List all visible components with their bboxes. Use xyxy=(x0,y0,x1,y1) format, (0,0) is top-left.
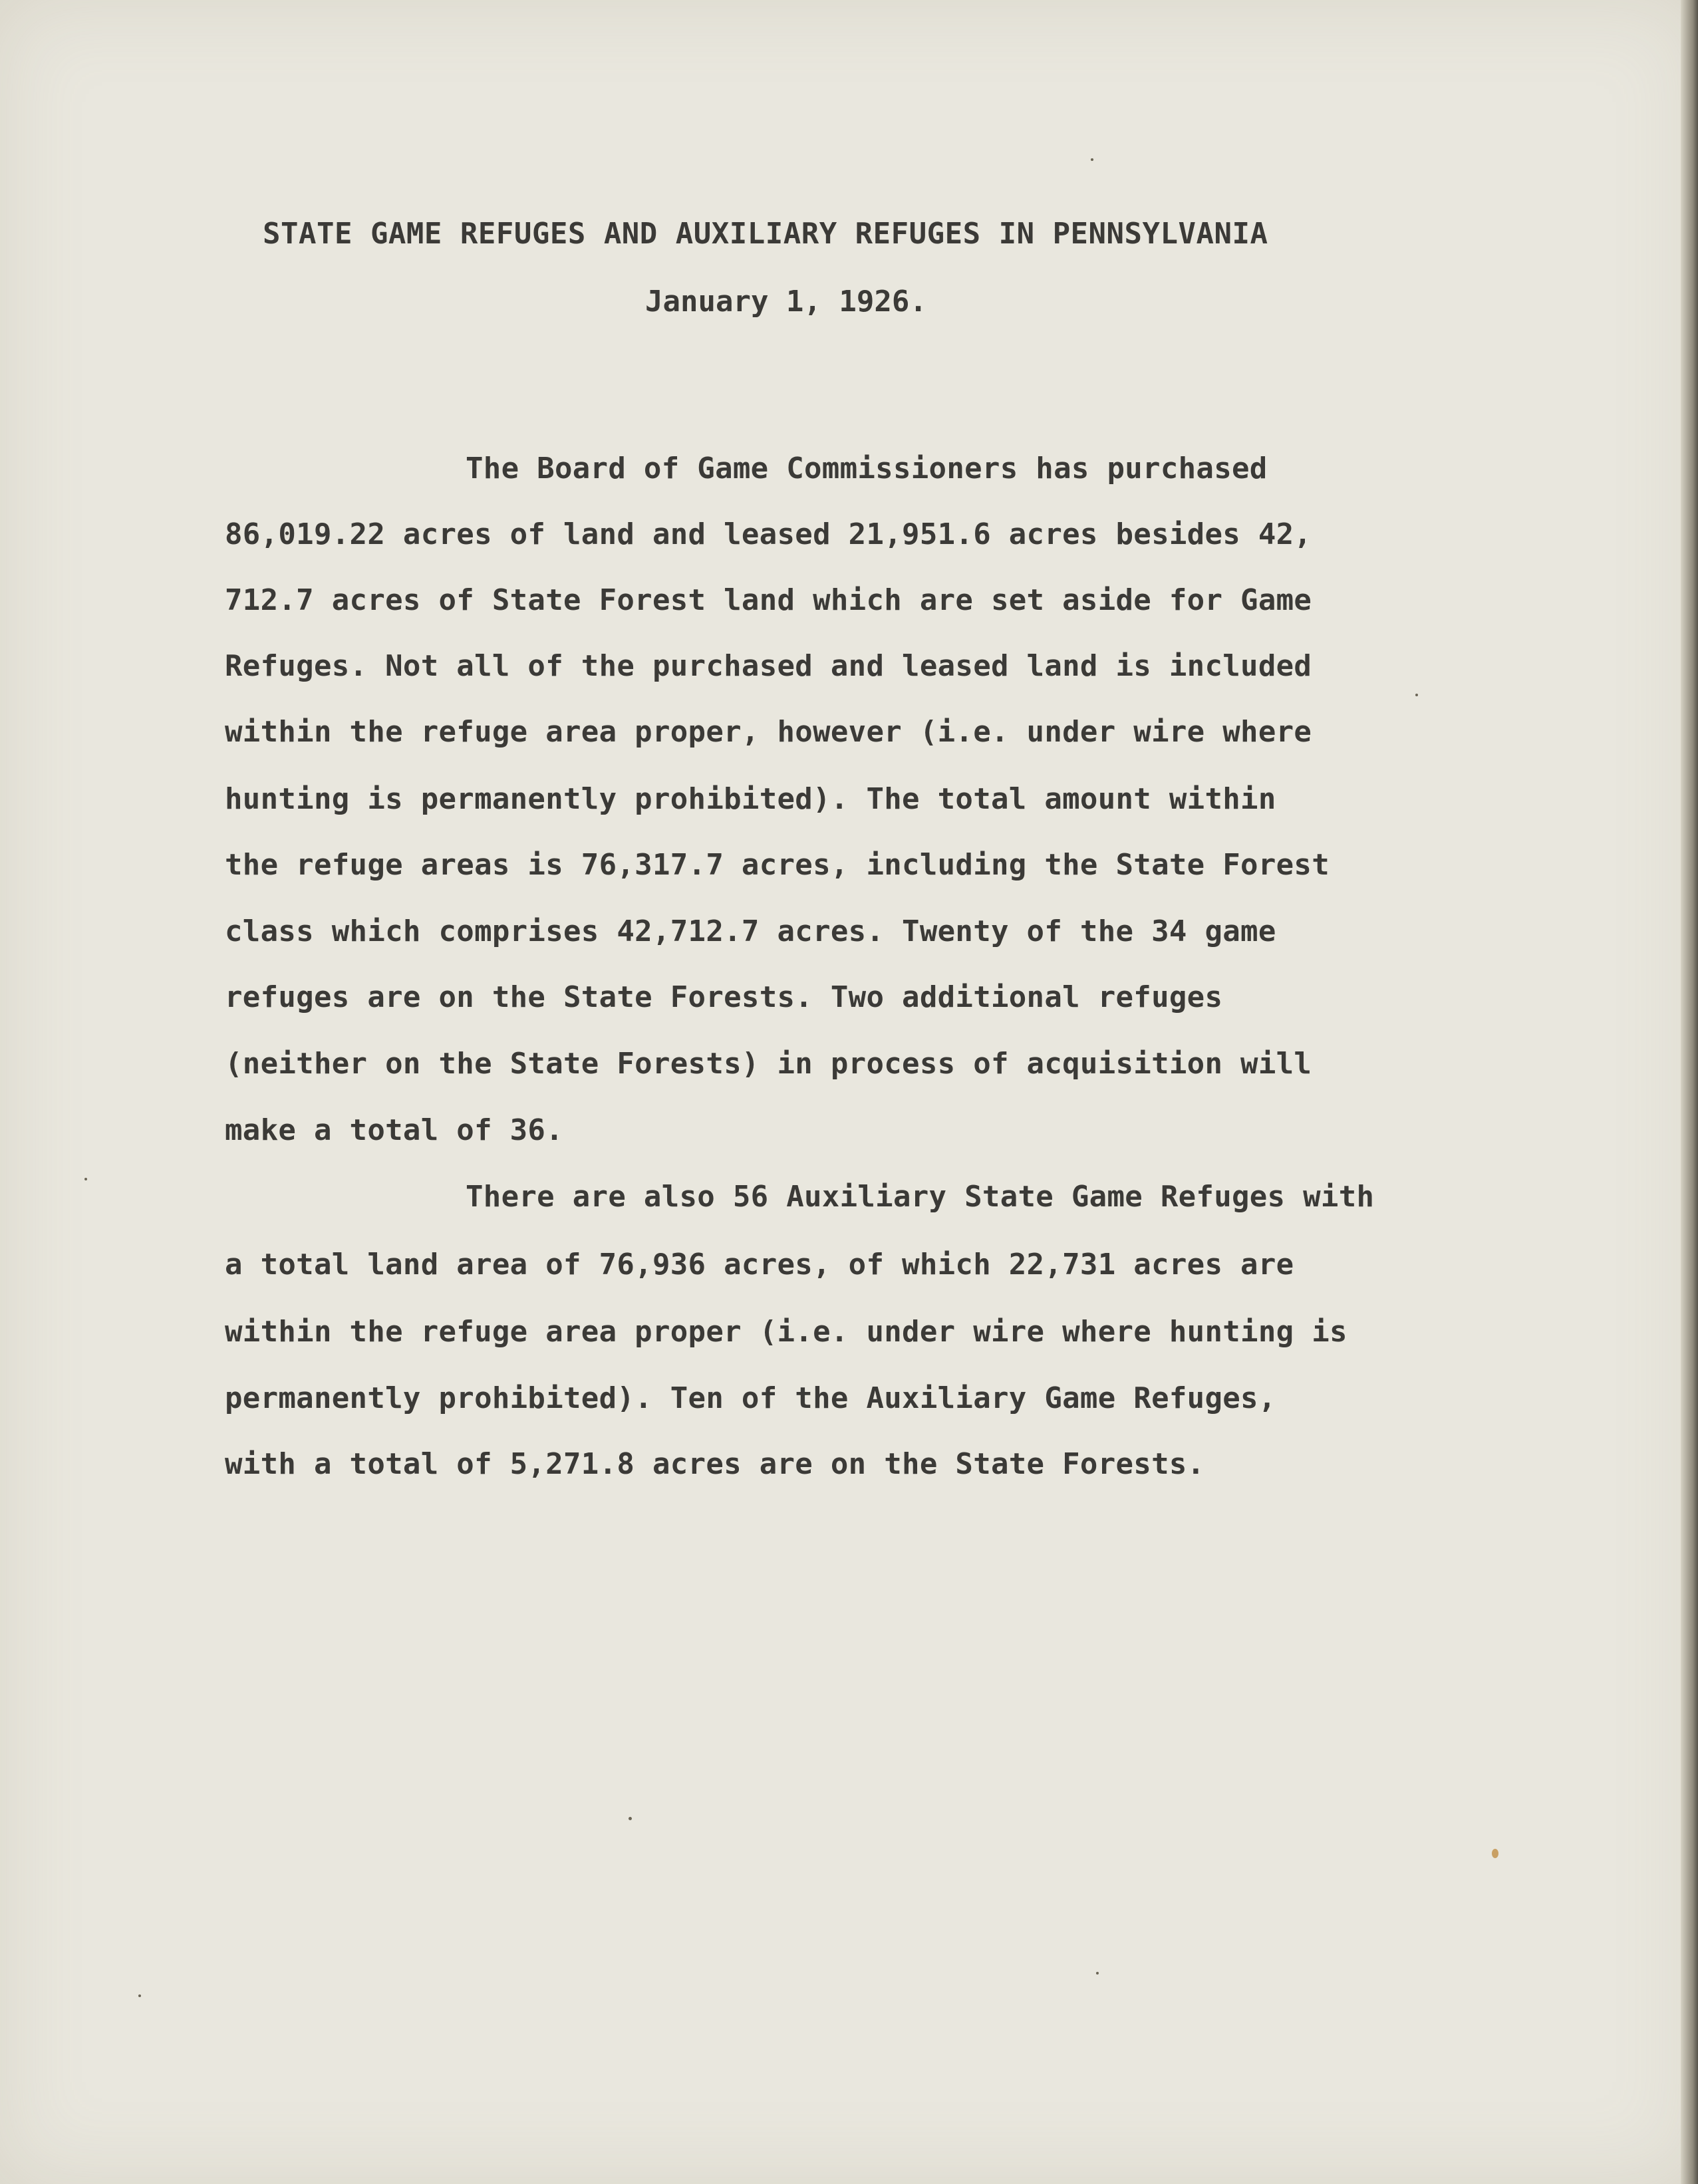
paragraph-1-line: make a total of 36. xyxy=(225,1113,564,1147)
paragraph-1-line: class which comprises 42,712.7 acres. Twenty of the 34 game xyxy=(225,914,1276,948)
paragraph-1-line: 712.7 acres of State Forest land which are set aside for Game xyxy=(225,583,1312,617)
paragraph-1-line: The Board of Game Commissioners has purchased xyxy=(466,452,1268,485)
document-date: January 1, 1926. xyxy=(645,285,927,319)
paragraph-2-line: There are also 56 Auxiliary State Game Refuges with xyxy=(466,1180,1375,1214)
paragraph-2-line: with a total of 5,271.8 acres are on the State Forests. xyxy=(225,1447,1205,1481)
paragraph-2-line: permanently prohibited). Ten of the Auxiliary Game Refuges, xyxy=(225,1381,1276,1415)
paragraph-1-line: Refuges. Not all of the purchased and leased land is included xyxy=(225,649,1312,683)
paragraph-1-line: hunting is permanently prohibited). The total amount within xyxy=(225,782,1276,816)
paragraph-1-line: refuges are on the State Forests. Two additional refuges xyxy=(225,980,1223,1014)
paragraph-1-line: the refuge areas is 76,317.7 acres, including the State Forest xyxy=(225,848,1330,882)
paragraph-2-line: a total land area of 76,936 acres, of which 22,731 acres are xyxy=(225,1248,1294,1282)
paragraph-1-line: within the refuge area proper, however (i.e. under wire where xyxy=(225,715,1312,749)
document-title: STATE GAME REFUGES AND AUXILIARY REFUGES IN PENNSYLVANIA xyxy=(263,217,1268,251)
paragraph-1-line: (neither on the State Forests) in process of acquisition will xyxy=(225,1047,1312,1081)
paragraph-1-line: 86,019.22 acres of land and leased 21,951.6 acres besides 42, xyxy=(225,517,1312,551)
paragraph-2-line: within the refuge area proper (i.e. under wire where hunting is xyxy=(225,1315,1347,1349)
